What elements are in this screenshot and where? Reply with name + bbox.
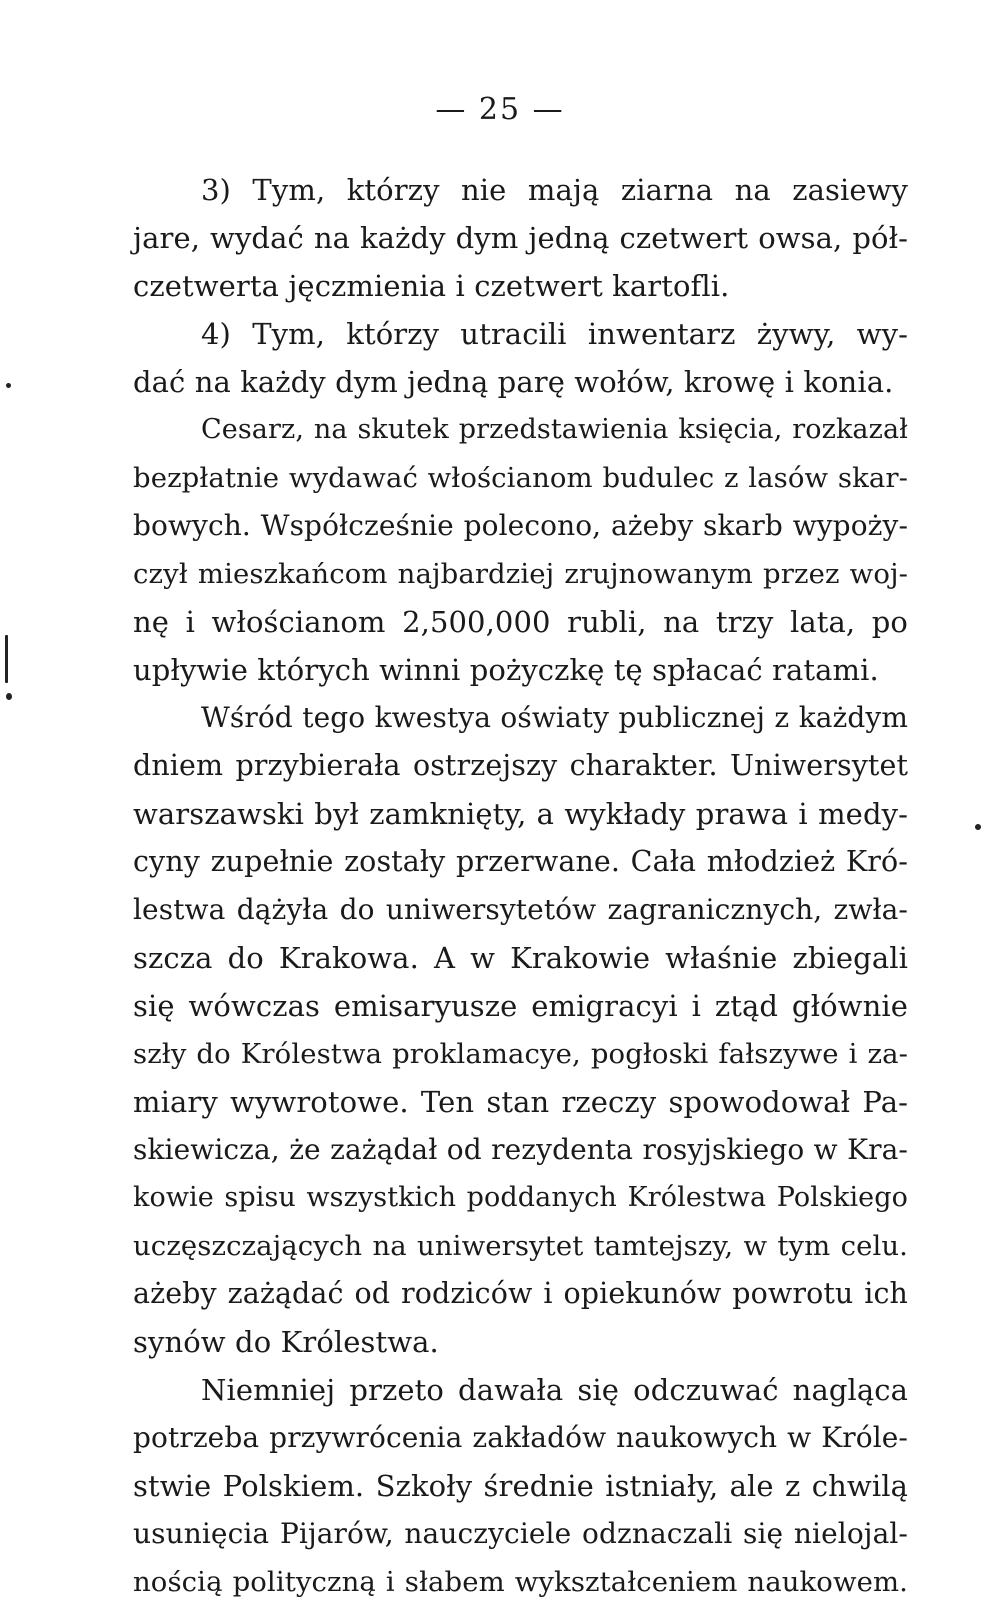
text-line: skiewicza, że zażądał od rezydenta rosyjskiego w Kra- bbox=[133, 1133, 908, 1166]
text-line: usunięcia Pijarów, nauczyciele odznaczali się nielojal- bbox=[133, 1517, 908, 1550]
print-speck bbox=[5, 635, 8, 683]
text-line: synów do Królestwa. bbox=[133, 1325, 439, 1359]
text-line: Cesarz, na skutek przedstawienia księcia, rozkazał bbox=[201, 414, 908, 445]
text-line: lestwa dążyła do uniwersytetów zagranicznych, zwła- bbox=[133, 893, 908, 926]
text-line: upływie których winni pożyczkę tę spłacać ratami. bbox=[133, 653, 879, 687]
print-speck bbox=[6, 693, 12, 700]
text-line: warszawski był zamknięty, a wykłady prawa i medy- bbox=[133, 797, 908, 831]
text-line: ażeby zażądać od rodziców i opiekunów powrotu ich bbox=[133, 1277, 908, 1310]
text-line: bowych. Współcześnie polecono, ażeby skarb wypoży- bbox=[133, 509, 908, 542]
text-line: miary wywrotowe. Ten stan rzeczy spowodował Pa- bbox=[133, 1085, 908, 1119]
text-line: Niemniej przeto dawała się odczuwać nagląca bbox=[201, 1373, 908, 1407]
text-line: stwie Polskiem. Szkoły średnie istniały, ale z chwilą bbox=[133, 1469, 908, 1503]
text-line: Wśród tego kwestya oświaty publicznej z każdym bbox=[201, 701, 908, 734]
page-number: — 25 — bbox=[435, 92, 565, 127]
text-line: dać na każdy dym jedną parę wołów, krowę i konia. bbox=[133, 365, 894, 399]
text-line: szły do Królestwa proklamacye, pogłoski fałszywe i za- bbox=[133, 1038, 908, 1070]
print-speck bbox=[6, 383, 11, 388]
body-text bbox=[133, 166, 908, 1606]
text-line: potrzeba przywrócenia zakładów naukowych w Króle- bbox=[133, 1421, 908, 1454]
text-line: czył mieszkańcom najbardziej zrujnowanym przez woj- bbox=[133, 558, 908, 590]
text-line: nością polityczną i słabem wykształceniem naukowem. bbox=[133, 1566, 908, 1598]
text-line: kowie spisu wszystkich poddanych Królestwa Polskiego bbox=[133, 1182, 908, 1213]
print-speck bbox=[975, 824, 981, 830]
text-line: czetwerta jęczmienia i czetwert kartofli. bbox=[133, 269, 730, 303]
text-line: nę i włościanom 2,500,000 rubli, na trzy lata, po bbox=[133, 605, 908, 639]
text-line: cyny zupełnie zostały przerwane. Cała młodzież Kró- bbox=[133, 845, 908, 878]
text-line: dniem przybierała ostrzejszy charakter. Uniwersytet bbox=[133, 749, 908, 782]
text-line: się wówczas emisaryusze emigracyi i ztąd głównie bbox=[133, 989, 908, 1023]
text-line: uczęszczających na uniwersytet tamtejszy, w tym celu. bbox=[133, 1230, 908, 1262]
text-line: 3) Tym, którzy nie mają ziarna na zasiewy bbox=[201, 173, 908, 207]
text-line: jare, wydać na każdy dym jedną czetwert owsa, pół- bbox=[133, 221, 908, 255]
text-line: 4) Tym, którzy utracili inwentarz żywy, wy- bbox=[201, 317, 908, 351]
text-line: szcza do Krakowa. A w Krakowie właśnie zbiegali bbox=[133, 941, 908, 975]
text-line: bezpłatnie wydawać włościanom budulec z lasów skar- bbox=[133, 462, 908, 494]
